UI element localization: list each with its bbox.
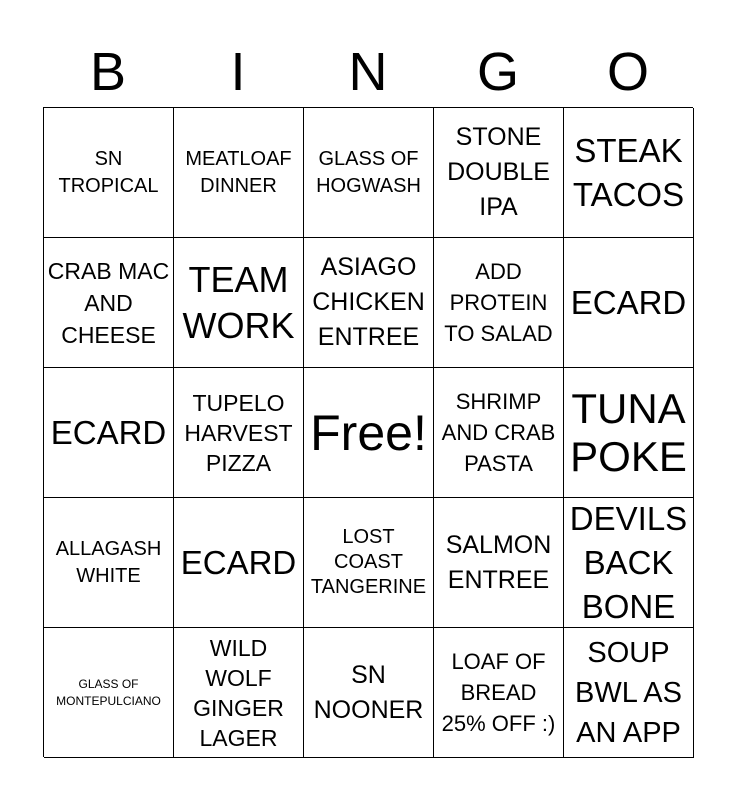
cell-label: SHRIMP AND CRAB PASTA (441, 389, 556, 476)
bingo-cell[interactable] (44, 108, 174, 238)
free-space-label: Free! (310, 404, 427, 461)
bingo-cell[interactable] (44, 628, 174, 758)
cell-label: CRAB MAC AND CHEESE (47, 257, 170, 348)
cell-label: ECARD (50, 413, 167, 451)
bingo-cell[interactable] (304, 628, 434, 758)
cell-label: SOUP BWL AS AN APP (575, 636, 682, 749)
bingo-cell[interactable] (304, 238, 434, 368)
free-space-cell[interactable] (304, 368, 434, 498)
cell-label: GLASS OF HOGWASH (316, 147, 421, 197)
header-letter-o: O (606, 42, 649, 102)
cell-label: LOAF OF BREAD 25% OFF :) (441, 649, 556, 736)
cell-label: SN NOONER (313, 660, 424, 724)
cell-label: SALMON ENTREE (445, 530, 552, 594)
bingo-cell[interactable] (564, 628, 694, 758)
cell-label: TEAM WORK (182, 258, 295, 346)
cell-label: STONE DOUBLE IPA (447, 123, 550, 221)
bingo-cell[interactable] (564, 498, 694, 628)
bingo-cell[interactable] (44, 368, 174, 498)
bingo-cell[interactable] (304, 498, 434, 628)
bingo-cell[interactable] (304, 108, 434, 238)
header-letter-g: G (476, 42, 519, 102)
bingo-cell[interactable] (44, 238, 174, 368)
bingo-cell[interactable] (434, 628, 564, 758)
bingo-cell[interactable] (44, 498, 174, 628)
header-letter-n: N (348, 42, 388, 102)
bingo-cell[interactable] (434, 108, 564, 238)
bingo-cell[interactable] (434, 368, 564, 498)
bingo-cell[interactable] (564, 108, 694, 238)
bingo-board (43, 107, 693, 757)
cell-label: ASIAGO CHICKEN ENTREE (312, 253, 425, 351)
cell-label: GLASS OF MONTEPULCIANO (56, 676, 161, 708)
cell-label: MEATLOAF DINNER (185, 147, 292, 197)
cell-label: LOST COAST TANGERINE (310, 526, 427, 598)
cell-label: STEAK TACOS (572, 131, 685, 213)
bingo-cell[interactable] (174, 368, 304, 498)
bingo-cell[interactable] (174, 498, 304, 628)
bingo-cell[interactable] (174, 108, 304, 238)
bingo-cell[interactable] (434, 498, 564, 628)
cell-label: ECARD (570, 283, 687, 321)
cell-label: WILD WOLF GINGER LAGER (193, 634, 284, 751)
bingo-cell[interactable] (174, 628, 304, 758)
header-letter-b: B (89, 42, 127, 102)
cell-label: SN TROPICAL (58, 147, 159, 197)
cell-label: ADD PROTEIN TO SALAD (444, 259, 553, 346)
bingo-cell[interactable] (564, 368, 694, 498)
header-letter-i: I (230, 42, 246, 102)
bingo-cell[interactable] (434, 238, 564, 368)
bingo-header (43, 38, 693, 106)
bingo-cell[interactable] (564, 238, 694, 368)
cell-label: TUPELO HARVEST PIZZA (184, 389, 293, 476)
cell-label: ALLAGASH WHITE (55, 537, 162, 587)
cell-label: DEVILS BACK BONE (569, 499, 688, 625)
cell-label: ECARD (180, 543, 297, 581)
bingo-cell[interactable] (174, 238, 304, 368)
cell-label: TUNA POKE (570, 384, 687, 480)
